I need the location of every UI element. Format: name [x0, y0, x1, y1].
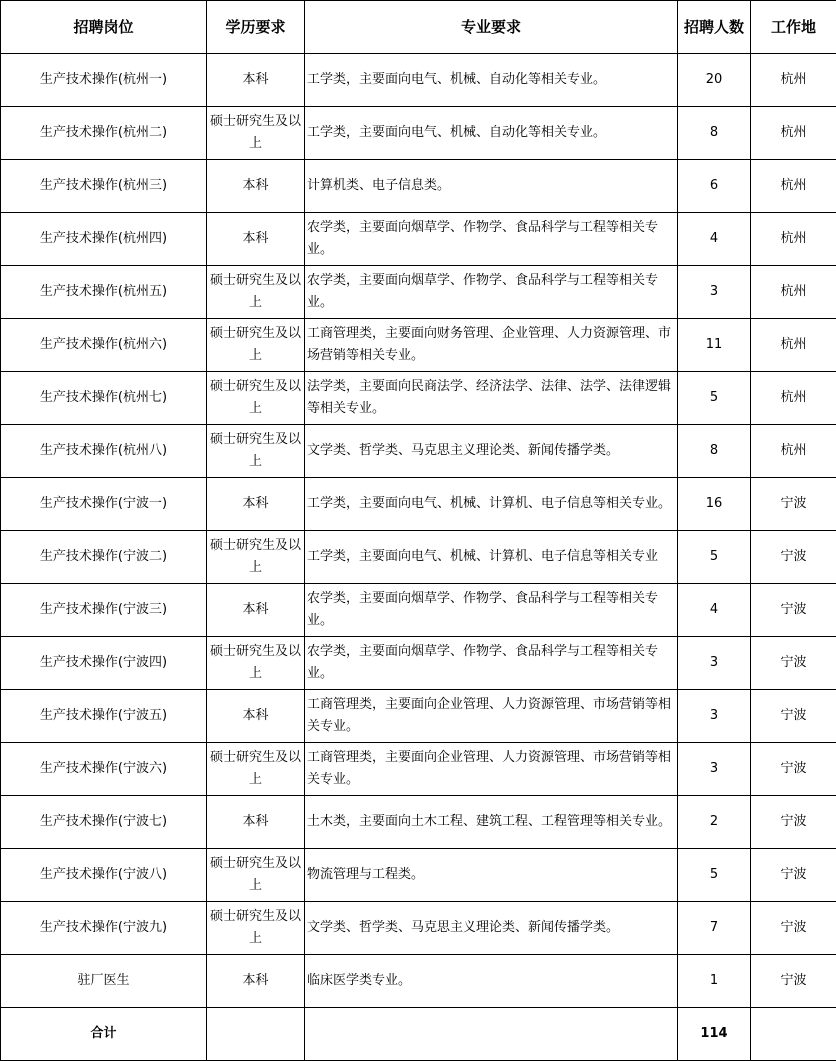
- cell-location: 杭州: [751, 266, 836, 319]
- table-row: [1, 213, 836, 266]
- cell-count: 8: [678, 425, 751, 478]
- cell-count: 5: [678, 849, 751, 902]
- cell-major: 工学类，主要面向电气、机械、自动化等相关专业。: [305, 54, 678, 107]
- cell-count: 20: [678, 54, 751, 107]
- cell-location: 杭州: [751, 107, 836, 160]
- header-education: 学历要求: [207, 1, 305, 54]
- cell-education: 本科: [207, 54, 305, 107]
- cell-education: 本科: [207, 160, 305, 213]
- cell-count: 1: [678, 955, 751, 1008]
- cell-major: 农学类，主要面向烟草学、作物学、食品科学与工程等相关专业。: [305, 584, 678, 637]
- cell-position: 生产技术操作(杭州三): [1, 160, 207, 213]
- table-row: [1, 531, 836, 584]
- table-row: [1, 849, 836, 902]
- cell-count: 8: [678, 107, 751, 160]
- cell-major: 农学类，主要面向烟草学、作物学、食品科学与工程等相关专业。: [305, 637, 678, 690]
- header-row: [1, 1, 836, 54]
- cell-education: 硕士研究生及以上: [207, 425, 305, 478]
- cell-count: 5: [678, 531, 751, 584]
- cell-position: 驻厂医生: [1, 955, 207, 1008]
- cell-education: 本科: [207, 213, 305, 266]
- cell-position: 生产技术操作(杭州二): [1, 107, 207, 160]
- cell-major: 农学类，主要面向烟草学、作物学、食品科学与工程等相关专业。: [305, 266, 678, 319]
- cell-position: 生产技术操作(宁波五): [1, 690, 207, 743]
- cell-major: 计算机类、电子信息类。: [305, 160, 678, 213]
- cell-major: 工商管理类，主要面向企业管理、人力资源管理、市场营销等相关专业。: [305, 743, 678, 796]
- cell-location: 宁波: [751, 531, 836, 584]
- cell-location: 杭州: [751, 319, 836, 372]
- cell-education: 硕士研究生及以上: [207, 902, 305, 955]
- table-row: [1, 796, 836, 849]
- cell-position: 生产技术操作(宁波八): [1, 849, 207, 902]
- cell-count: 3: [678, 266, 751, 319]
- cell-count: 2: [678, 796, 751, 849]
- cell-count: 3: [678, 743, 751, 796]
- cell-count: 7: [678, 902, 751, 955]
- cell-major: 法学类，主要面向民商法学、经济法学、法律、法学、法律逻辑等相关专业。: [305, 372, 678, 425]
- table-row: [1, 372, 836, 425]
- cell-education: 硕士研究生及以上: [207, 372, 305, 425]
- cell-education: 硕士研究生及以上: [207, 107, 305, 160]
- cell-education: 本科: [207, 796, 305, 849]
- cell-position: 生产技术操作(宁波九): [1, 902, 207, 955]
- cell-count: 6: [678, 160, 751, 213]
- total-row: [1, 1008, 836, 1061]
- cell-education: 硕士研究生及以上: [207, 531, 305, 584]
- cell-major: 工商管理类，主要面向财务管理、企业管理、人力资源管理、市场营销等相关专业。: [305, 319, 678, 372]
- cell-location: 宁波: [751, 584, 836, 637]
- cell-major: 临床医学类专业。: [305, 955, 678, 1008]
- cell-position: 生产技术操作(宁波六): [1, 743, 207, 796]
- header-location: 工作地: [751, 1, 836, 54]
- header-major: 专业要求: [305, 1, 678, 54]
- cell-position: 生产技术操作(宁波四): [1, 637, 207, 690]
- cell-location: 杭州: [751, 372, 836, 425]
- total-location-empty: [751, 1008, 836, 1061]
- table-row: [1, 584, 836, 637]
- cell-count: 4: [678, 584, 751, 637]
- cell-position: 生产技术操作(杭州六): [1, 319, 207, 372]
- cell-location: 宁波: [751, 637, 836, 690]
- cell-location: 杭州: [751, 425, 836, 478]
- cell-location: 宁波: [751, 743, 836, 796]
- cell-education: 硕士研究生及以上: [207, 319, 305, 372]
- cell-position: 生产技术操作(杭州七): [1, 372, 207, 425]
- cell-count: 11: [678, 319, 751, 372]
- cell-count: 4: [678, 213, 751, 266]
- cell-major: 工学类，主要面向电气、机械、计算机、电子信息等相关专业。: [305, 478, 678, 531]
- cell-major: 农学类，主要面向烟草学、作物学、食品科学与工程等相关专业。: [305, 213, 678, 266]
- table-row: [1, 319, 836, 372]
- table-row: [1, 266, 836, 319]
- header-count: 招聘人数: [678, 1, 751, 54]
- table-row: [1, 54, 836, 107]
- cell-position: 生产技术操作(宁波一): [1, 478, 207, 531]
- cell-location: 杭州: [751, 213, 836, 266]
- cell-location: 宁波: [751, 796, 836, 849]
- cell-position: 生产技术操作(杭州一): [1, 54, 207, 107]
- cell-education: 硕士研究生及以上: [207, 637, 305, 690]
- cell-education: 本科: [207, 955, 305, 1008]
- cell-location: 宁波: [751, 849, 836, 902]
- cell-location: 宁波: [751, 478, 836, 531]
- cell-location: 宁波: [751, 955, 836, 1008]
- cell-count: 5: [678, 372, 751, 425]
- cell-major: 文学类、哲学类、马克思主义理论类、新闻传播学类。: [305, 425, 678, 478]
- cell-count: 16: [678, 478, 751, 531]
- cell-position: 生产技术操作(杭州四): [1, 213, 207, 266]
- cell-major: 文学类、哲学类、马克思主义理论类、新闻传播学类。: [305, 902, 678, 955]
- cell-count: 3: [678, 637, 751, 690]
- total-count: 114: [678, 1008, 751, 1061]
- cell-position: 生产技术操作(宁波二): [1, 531, 207, 584]
- cell-position: 生产技术操作(宁波七): [1, 796, 207, 849]
- table-row: [1, 955, 836, 1008]
- table-row: [1, 425, 836, 478]
- table-row: [1, 160, 836, 213]
- cell-major: 工商管理类，主要面向企业管理、人力资源管理、市场营销等相关专业。: [305, 690, 678, 743]
- cell-education: 硕士研究生及以上: [207, 849, 305, 902]
- cell-education: 本科: [207, 478, 305, 531]
- table-body: [1, 54, 836, 1061]
- cell-location: 杭州: [751, 54, 836, 107]
- cell-education: 硕士研究生及以上: [207, 743, 305, 796]
- total-education-empty: [207, 1008, 305, 1061]
- table-row: [1, 902, 836, 955]
- cell-location: 宁波: [751, 902, 836, 955]
- total-major-empty: [305, 1008, 678, 1061]
- cell-position: 生产技术操作(杭州八): [1, 425, 207, 478]
- table-row: [1, 107, 836, 160]
- cell-count: 3: [678, 690, 751, 743]
- table-row: [1, 743, 836, 796]
- cell-location: 宁波: [751, 690, 836, 743]
- cell-location: 杭州: [751, 160, 836, 213]
- cell-education: 硕士研究生及以上: [207, 266, 305, 319]
- cell-position: 生产技术操作(宁波三): [1, 584, 207, 637]
- cell-education: 本科: [207, 690, 305, 743]
- cell-major: 物流管理与工程类。: [305, 849, 678, 902]
- cell-education: 本科: [207, 584, 305, 637]
- table-row: [1, 637, 836, 690]
- cell-major: 土木类，主要面向土木工程、建筑工程、工程管理等相关专业。: [305, 796, 678, 849]
- header-position: 招聘岗位: [1, 1, 207, 54]
- table-row: [1, 690, 836, 743]
- cell-position: 生产技术操作(杭州五): [1, 266, 207, 319]
- cell-major: 工学类，主要面向电气、机械、自动化等相关专业。: [305, 107, 678, 160]
- cell-major: 工学类，主要面向电气、机械、计算机、电子信息等相关专业: [305, 531, 678, 584]
- table-row: [1, 478, 836, 531]
- total-label: 合计: [1, 1008, 207, 1061]
